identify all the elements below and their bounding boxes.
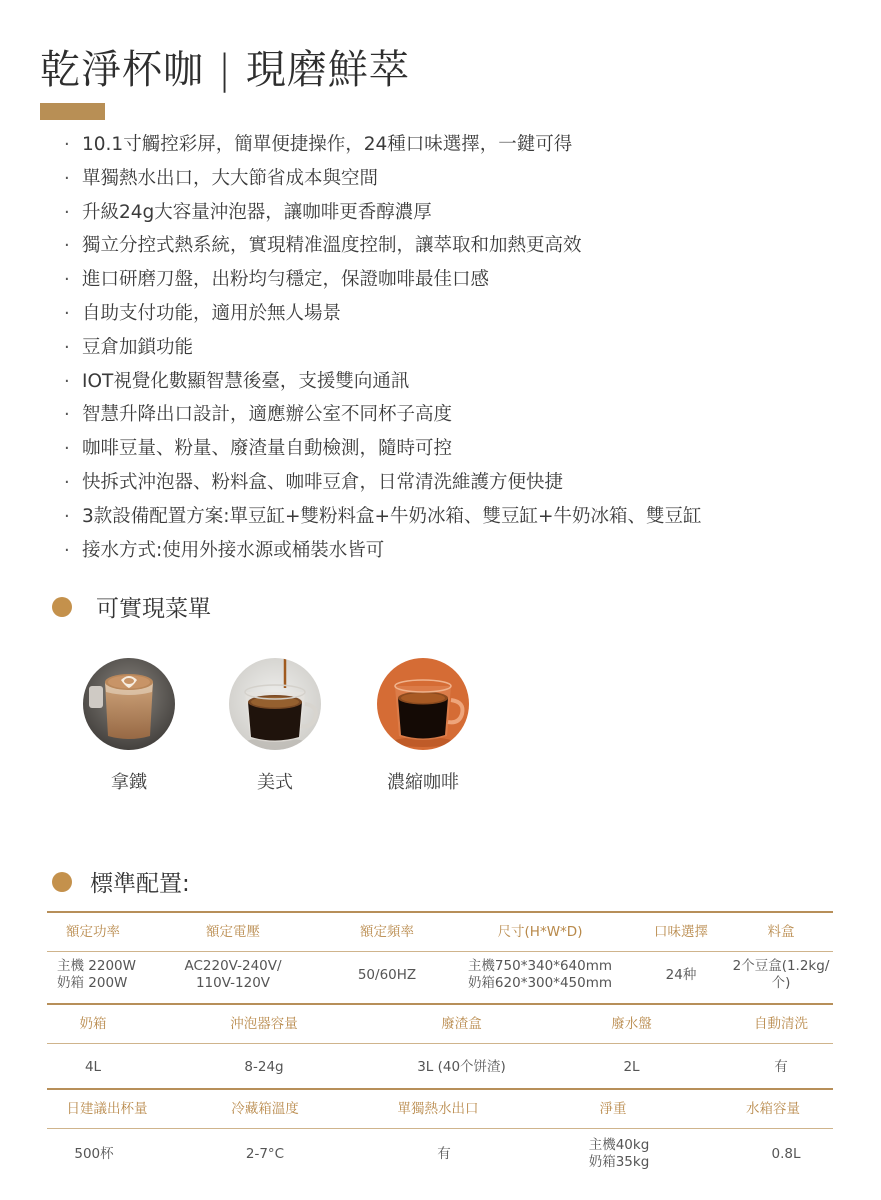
espresso-cup-photo <box>377 658 469 750</box>
page-title: 乾淨杯咖 | 現磨鮮萃 <box>40 47 410 93</box>
spec-table-1 <box>47 911 833 998</box>
list-item: · 10.1寸觸控彩屏，簡單便捷操作，24種口味選擇，一鍵可得 <box>64 134 573 155</box>
list-item: · 接水方式:使用外接水源或桶裝水皆可 <box>64 539 385 561</box>
spec-table-2 <box>47 1003 833 1090</box>
table-header-cell: 料盒 <box>767 923 795 940</box>
menu-item-label: 拿鐵 <box>111 772 147 793</box>
table-header-cell: 沖泡器容量 <box>230 1015 298 1032</box>
spec-table-3 <box>47 1088 833 1179</box>
table-header-cell: 單獨熱水出口 <box>397 1100 479 1117</box>
table-cell: 2-7°C <box>245 1145 285 1162</box>
table-header-cell: 自動清洗 <box>754 1015 808 1032</box>
table-header-cell: 額定頻率 <box>360 923 414 940</box>
list-item: · 自助支付功能，適用於無人場景 <box>64 302 342 324</box>
circle-bullet-icon <box>52 872 72 892</box>
menu-item-latte <box>83 658 175 794</box>
table-cell: 主機40kg 奶箱35kg <box>588 1137 650 1170</box>
table-header-cell: 淨重 <box>599 1100 627 1117</box>
table-cell: 2个豆盒(1.2kg/个) <box>732 958 830 991</box>
table-header-cell: 廢渣盒 <box>441 1015 482 1032</box>
table-cell: 8-24g <box>244 1058 284 1075</box>
table-cell: 主機 2200W 奶箱 200W <box>57 958 136 991</box>
menu-item-americano <box>229 658 321 794</box>
table-header-cell: 水箱容量 <box>746 1100 800 1117</box>
list-item: · 3款設備配置方案:單豆缸+雙粉料盒+牛奶冰箱、雙豆缸+牛奶冰箱、雙豆缸 <box>64 505 702 527</box>
table-row <box>47 1128 833 1179</box>
table-header-cell: 額定電壓 <box>206 923 260 940</box>
table-cell: 24种 <box>665 966 697 983</box>
menu-item-label: 濃縮咖啡 <box>387 772 459 793</box>
list-item: · 豆倉加鎖功能 <box>64 336 194 358</box>
table-header-cell: 額定功率 <box>66 923 120 940</box>
table-header-cell: 廢水盤 <box>611 1015 652 1032</box>
menu-section-heading: 可實現菜單 <box>52 590 211 623</box>
latte-cup-photo <box>83 658 175 750</box>
feature-list <box>64 128 702 567</box>
list-item: · IOT視覺化數顯智慧後臺，支援雙向通訊 <box>64 370 410 392</box>
list-item: · 快拆式沖泡器、粉料盒、咖啡豆倉，日常清洗維護方便快捷 <box>64 471 564 493</box>
table-cell: 0.8L <box>771 1145 801 1162</box>
table-cell: 500杯 <box>74 1145 114 1162</box>
list-item: · 進口研磨刀盤，出粉均勻穩定，保證咖啡最佳口感 <box>64 269 490 291</box>
table-header-cell: 奶箱 <box>79 1015 107 1032</box>
table-cell: 有 <box>774 1058 788 1075</box>
table-header-row <box>47 911 833 951</box>
circle-bullet-icon <box>52 597 72 617</box>
table-header-cell: 冷藏箱溫度 <box>231 1100 299 1117</box>
table-header-cell: 尺寸(H*W*D) <box>497 923 583 940</box>
title-accent-bar <box>40 103 105 120</box>
menu-item-label: 美式 <box>257 772 293 793</box>
list-item: · 單獨熱水出口，大大節省成本與空間 <box>64 167 379 189</box>
list-item: · 智慧升降出口設計，適應辦公室不同杯子高度 <box>64 404 453 426</box>
table-cell: 3L (40个饼渣) <box>417 1058 506 1075</box>
table-cell: 2L <box>623 1058 640 1075</box>
list-item: · 升級24g大容量沖泡器，讓咖啡更香醇濃厚 <box>64 201 432 223</box>
table-row <box>47 1043 833 1090</box>
table-cell: 有 <box>437 1145 451 1162</box>
table-header-row <box>47 1088 833 1128</box>
list-item: · 咖啡豆量、粉量、廢渣量自動檢測，隨時可控 <box>64 438 453 460</box>
table-cell: 50/60HZ <box>357 966 417 983</box>
americano-cup-photo <box>229 658 321 750</box>
menu-item-espresso <box>377 658 469 794</box>
table-cell: 4L <box>84 1058 102 1075</box>
table-row <box>47 951 833 998</box>
table-header-cell: 口味選擇 <box>654 923 708 940</box>
table-cell: AC220V-240V/ 110V-120V <box>184 958 282 991</box>
table-header-cell: 日建議出杯量 <box>66 1100 148 1117</box>
table-header-row <box>47 1003 833 1043</box>
spec-section-heading: 標準配置: <box>52 865 190 898</box>
table-cell: 主機750*340*640mm 奶箱620*300*450mm <box>467 958 613 991</box>
list-item: · 獨立分控式熱系統，實現精准溫度控制，讓萃取和加熱更高效 <box>64 235 582 257</box>
